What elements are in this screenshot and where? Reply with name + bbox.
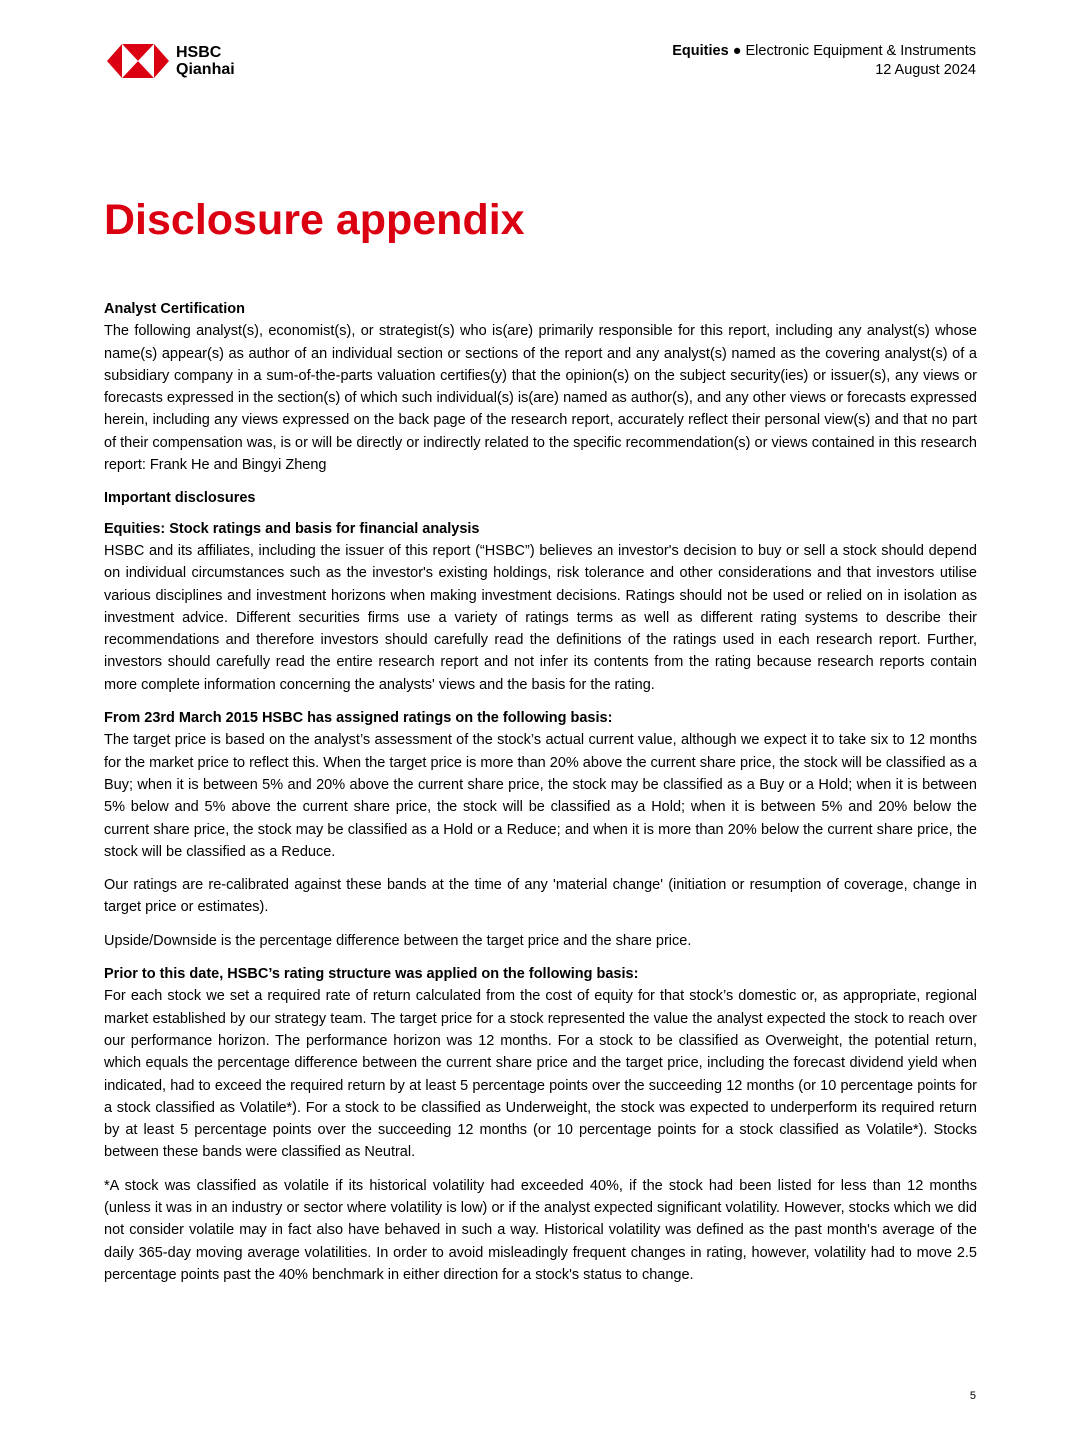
important-disclosures-section [104, 487, 977, 696]
logo-line-1: HSBC [176, 44, 222, 61]
analyst-certification-body: The following analyst(s), economist(s), or strategist(s) who is(are) primarily responsible for this report, including any analyst(s) whose name(s) appear(s) as author of an individual section or sections of the report and any analyst(s) named as the covering analyst(s) of a subsidiary company in a sum-of-the-parts valuation certifies(y) that the opinion(s) on the subject security(ies) or issuer(s), any views or forecasts expressed in the section(s) of which such individual(s) is(are) named as author(s), and any other views or forecasts expressed herein, including any views expressed on the back page of the research report, accurately reflect their personal view(s) and that no part of their compensation was, is or will be directly or indirectly related to the specific recommendation(s) or views contained in this research report: Frank He and Bingyi Zheng [104, 323, 977, 474]
current-basis-body: The target price is based on the analyst’s assessment of the stock’s actual current value, although we expect it to take six to 12 months for the market price to reflect this. When the target price is more than 20% above the current share price, the stock will be classified as a Buy; when it is between 5% and 20% above the current share price, the stock may be classified as a Buy or a Hold; when it is between 5% below and 5% above the current share price, the stock will be classified as a Hold; when it is between 5% and 20% below the current share price, the stock may be classified as a Hold or a Reduce; and when it is more than 20% below the current share price, the stock will be classified as a Reduce. [104, 732, 977, 860]
prior-basis-heading: Prior to this date, HSBC’s rating structure was applied on the following basis: [104, 966, 639, 983]
upside-paragraph: Upside/Downside is the percentage difference between the target price and the share price. [104, 932, 692, 949]
subsection-label: Electronic Equipment & Instruments [745, 43, 976, 59]
disclosure-content [104, 298, 977, 1297]
stock-ratings-subheading: Equities: Stock ratings and basis for financial analysis [104, 520, 480, 537]
page-title: Disclosure appendix [104, 196, 525, 244]
recalibration-paragraph: Our ratings are re-calibrated against these bands at the time of any 'material change' (initiation or resumption of coverage, change in target price or estimates). [104, 877, 977, 916]
prior-basis-section [104, 963, 977, 1164]
important-disclosures-heading: Important disclosures [104, 490, 256, 507]
current-basis-section [104, 707, 977, 863]
analyst-certification-heading: Analyst Certification [104, 301, 245, 317]
report-category [672, 42, 976, 61]
logo-text [176, 44, 235, 78]
report-header [672, 42, 976, 80]
hsbc-hexagon-icon [107, 44, 169, 78]
logo-line-2: Qianhai [176, 61, 235, 78]
bullet-separator: ● [728, 43, 746, 59]
volatile-note: *A stock was classified as volatile if its historical volatility had exceeded 40%, if the stock had been listed for less than 12 months (unless it was in an industry or sector where volatility is low) or if the analyst expected significant volatility. However, stocks which we did not consider volatile may in fact also have behaved in such a way. Historical volatility was defined as the past month's average of the daily 365-day moving average volatilities. In order to avoid misleadingly frequent changes in rating, however, volatility had to move 2.5 percentage points past the 40% benchmark in either direction for a stock's status to change. [104, 1177, 977, 1283]
prior-basis-body: For each stock we set a required rate of return calculated from the cost of equity for that stock’s domestic or, as appropriate, regional market established by our strategy team. The target price for a stock represented the value the analyst expected the stock to reach over our performance horizon. The performance horizon was 12 months. For a stock to be classified as Overweight, the potential return, which equals the percentage difference between the current share price and the target price, including the forecast dividend yield when indicated, had to exceed the required return by at least 5 percentage points over the succeeding 12 months (or 10 percentage points for a stock classified as Volatile*). For a stock to be classified as Underweight, the stock was expected to underperform its required return by at least 5 percentage points over the succeeding 12 months (or 10 percentage points for a stock classified as Volatile*). Stocks between these bands were classified as Neutral. [104, 988, 977, 1161]
stock-ratings-body: HSBC and its affiliates, including the issuer of this report (“HSBC”) believes an investor's decision to buy or sell a stock should depend on individual circumstances such as the investor's existing holdings, risk tolerance and other considerations and that investors utilise various disciplines and investment horizons when making investment decisions. Ratings should not be used or relied on in isolation as investment advice. Different securities firms use a variety of ratings terms as well as different rating systems to describe their recommendations and therefore investors should carefully read the definitions of the ratings used in each research report. Further, investors should carefully read the entire research report and not infer its contents from the rating because research reports contain more complete information concerning the analysts' views and the basis for the rating. [104, 542, 977, 693]
report-date: 12 August 2024 [875, 62, 976, 78]
hsbc-logo [107, 44, 235, 78]
page-number: 5 [969, 1390, 976, 1402]
current-basis-heading: From 23rd March 2015 HSBC has assigned ratings on the following basis: [104, 710, 613, 727]
analyst-certification-section [104, 298, 977, 476]
section-label: Equities [672, 43, 729, 59]
